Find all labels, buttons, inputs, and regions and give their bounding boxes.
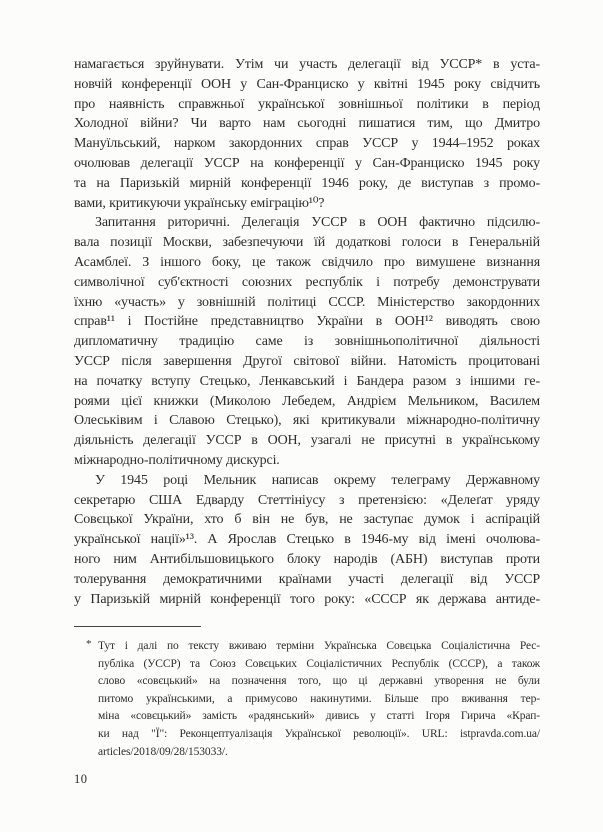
text-line: секретарю США Едварду Стеттініусу з претензією: «Делеґат уряду (74, 492, 540, 508)
footnote-line: articles/2018/09/28/153033/. (98, 745, 228, 758)
text-line: ного ним Антибільшовицького блоку народів (АБН) виступав проти (74, 551, 540, 567)
text-line: про наявність справжньої української зовнішньої політики в період (74, 96, 540, 112)
text-line: дипломатичну традицію саме із зовнішньополітичної діяльності (74, 334, 540, 350)
text-line: діяльність делегації УССР в ООН, узагалі не присутні в українському (74, 433, 540, 449)
text-line: роями цієї книжки (Миколою Лебедем, Андрієм Мельником, Василем (74, 393, 540, 409)
text-line: Олеськівим і Славою Стецько), які критикували міжнародно-політичну (74, 413, 540, 429)
footnote-line: слово «совєцький» на позначення того, що ці державні утворення не були (98, 675, 540, 688)
text-line: У 1945 році Мельник написав окрему телеграму Державному (95, 472, 540, 488)
footnote-separator-rule (74, 626, 201, 627)
footnote-line: Тут і далі по тексту вживаю терміни Українська Совєцька Соціалістична Рес- (98, 640, 540, 652)
page-number: 10 (74, 772, 88, 786)
text-line: Совєцької України, хто б він не був, не заступає думок і аспірацій (74, 512, 540, 528)
footnote-line: ки над "Ї": Реконцептуалізація Української революції». URL: istpravda.com.ua/ (98, 727, 540, 740)
text-line: Асамблеї. З іншого боку, це також свідчило про вимушене визнання (74, 254, 540, 270)
text-line: справ¹¹ і Постійне представництво України в ООН¹² виводять свою (74, 314, 540, 330)
paragraph (74, 213, 540, 470)
text-line: новчій конференції ООН у Сан-Франциско у квітні 1945 року свідчить (74, 76, 540, 92)
text-line: міжнародно-політичному дискурсі. (74, 452, 280, 468)
text-line: очолював делегації УССР на конференції у Сан-Франциско 1945 року (74, 155, 540, 171)
text-line: їхню «участь» у зовнішній політиці СССР. Міністерство закордонних (74, 294, 540, 310)
text-line: толерування демократичними країнами участі делегації від УССР (74, 571, 540, 587)
text-line: Холодної війни? Чи варто нам сьогодні пишатися тим, що Дмитро (74, 116, 540, 132)
text-line: та на Паризькій мирній конференції 1946 року, де виступав з промо- (74, 175, 540, 191)
text-line: на початку вступу Стецько, Ленкавський і Бандера разом з іншими ге- (74, 373, 540, 389)
text-line: символічної суб'єктності союзних республік і потребу демонструвати (74, 274, 540, 290)
text-line: УССР після завершення Другої світової війни. Натомість процитовані (74, 353, 540, 369)
footnote-line: міна «совєцький» замість «радянський» дивись у статті Ігоря Гирича «Крап- (98, 710, 540, 723)
text-line: вала позиції Москви, забезпечуючи їй додаткові голоси в Генеральній (74, 235, 540, 251)
text-line: Запитання риторичні. Делегація УССР в ООН фактично підсилю- (95, 215, 540, 231)
text-line: Мануїльський, нарком закордонних справ УССР у 1944–1952 роках (74, 136, 540, 152)
main-text-block (74, 55, 540, 609)
footnote-line: питомо українськими, а примусово накинутими. Більше про вживання тер- (98, 692, 540, 705)
text-line: у Паризькій мирній конференції того року: «СССР як держава антиде- (74, 591, 540, 607)
paragraph (74, 55, 540, 213)
footnote-line: публіка (УССР) та Союз Совєцьких Соціалістичних Республік (СССР), а також (98, 657, 540, 670)
text-line: української нації»¹³. А Ярослав Стецько в 1946-му від імені очолюва- (74, 532, 540, 548)
paragraph (74, 471, 540, 610)
text-line: вами, критикуючи українську еміграцію¹⁰? (74, 195, 325, 211)
footnote-block (98, 638, 540, 761)
text-line: намагається зруйнувати. Утім чи участь делегації від УССР* в уста- (74, 57, 540, 72)
footnote-marker: * (86, 638, 92, 650)
